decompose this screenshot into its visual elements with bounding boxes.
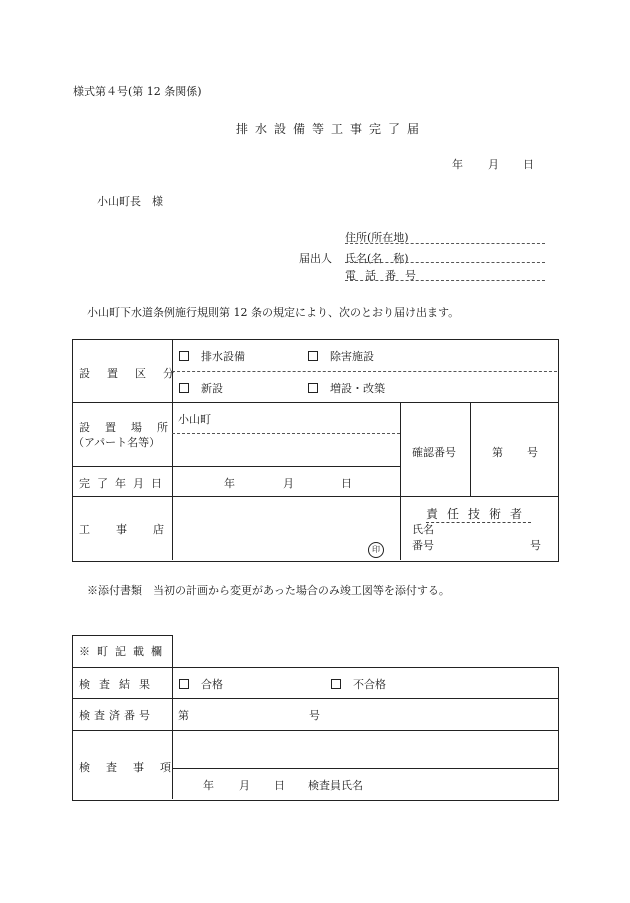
insp-month: 月 [239, 779, 250, 792]
confirm-no-suffix: 号 [527, 446, 538, 459]
completion-year: 年 [224, 477, 235, 490]
checkbox-icon [308, 351, 318, 361]
applicant-label: 届出人 [299, 252, 332, 265]
form-title: 排水設備等工事完了届 [236, 122, 427, 136]
inspector-label: 検査員氏名 [308, 779, 363, 792]
confirm-no-label: 確認番号 [412, 446, 456, 459]
checkbox-extension[interactable]: 増設・改築 [308, 380, 385, 396]
checkbox-icon [308, 383, 318, 393]
insp-year: 年 [203, 779, 214, 792]
name-label: 氏名(名 称) [345, 252, 409, 265]
result-label: 検査結果 [79, 678, 159, 691]
seal-icon: 印 [368, 542, 384, 558]
insp-day: 日 [274, 779, 285, 792]
address-label: 住所(所在地) [345, 231, 409, 244]
phone-input-line[interactable] [345, 280, 545, 281]
engineer-no-label: 番号 [412, 539, 434, 552]
location-label: 設置場所 [79, 421, 183, 434]
address-input-line[interactable] [345, 243, 545, 244]
date-month-label: 月 [488, 158, 499, 171]
completion-day: 日 [341, 477, 352, 490]
date-year-label: 年 [452, 158, 463, 171]
install-category-label: 設置区分 [79, 367, 191, 380]
engineer-name-label: 氏名 [412, 523, 434, 536]
inspected-no-suffix: 号 [309, 709, 320, 722]
date-day-label: 日 [523, 158, 534, 171]
contractor-label: 工事店 [79, 523, 190, 536]
confirm-no-prefix: 第 [492, 446, 503, 459]
phone-label: 電話番号 [345, 269, 425, 282]
checkbox-harm-removal[interactable]: 除害施設 [308, 348, 374, 364]
checkbox-icon [179, 383, 189, 393]
location-sublabel: （アパート名等） [73, 436, 161, 449]
form-number: 様式第４号(第 12 条関係) [73, 85, 202, 98]
inspected-no-label: 検査済番号 [79, 709, 154, 722]
checkbox-pass[interactable]: 合格 [179, 676, 223, 692]
body-text: 小山町下水道条例施行規則第 12 条の規定により、次のとおり届け出ます。 [87, 306, 460, 319]
inspected-no-prefix: 第 [178, 709, 189, 722]
completion-date-label: 完了年月日 [79, 477, 169, 490]
checkbox-icon [179, 351, 189, 361]
name-input-line[interactable] [345, 262, 545, 263]
checkbox-icon [331, 679, 341, 689]
checkbox-fail[interactable]: 不合格 [331, 676, 386, 692]
attachment-note: ※添付書類 当初の計画から変更があった場合のみ竣工図等を添付する。 [87, 584, 450, 597]
items-label: 検査事項 [79, 761, 187, 774]
addressee: 小山町長 様 [97, 195, 163, 208]
town-header: ※町記載欄 [79, 645, 169, 658]
checkbox-icon [179, 679, 189, 689]
checkbox-new[interactable]: 新設 [179, 380, 223, 396]
completion-month: 月 [283, 477, 294, 490]
engineer-title: 責任技術者 [426, 507, 532, 521]
engineer-no-suffix: 号 [530, 539, 541, 552]
location-value[interactable]: 小山町 [178, 413, 211, 426]
checkbox-drainage[interactable]: 排水設備 [179, 348, 245, 364]
